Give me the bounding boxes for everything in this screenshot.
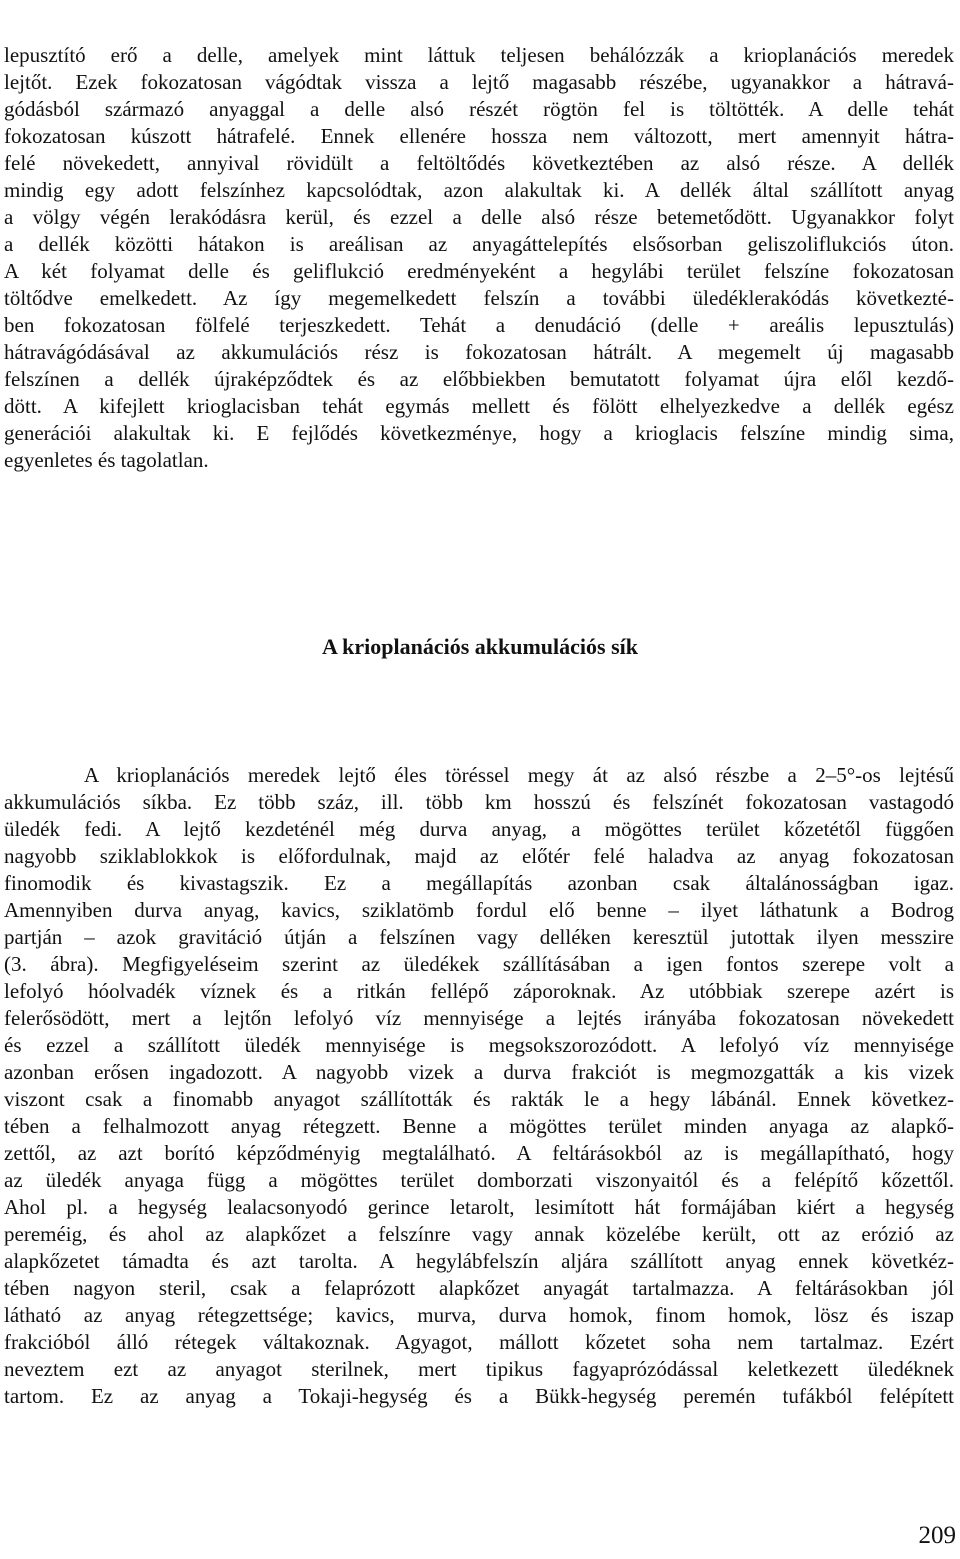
text-line: felé növekedett, annyival rövidült a feltöltődés következtében az alsó része. A dellék [4,151,954,175]
text-line: és ezzel a szállított üledék mennyisége is megsokszorozódott. A lefolyó víz mennyisége [4,1033,954,1057]
body-paragraph-2 [4,762,954,1410]
text-line: A két folyamat delle és geliflukció eredményeként a hegylábi terület felszíne fokozatosan [4,259,954,283]
text-line: a völgy végén lerakódásra kerül, és ezzel a delle alsó része betemetődött. Ugyanakkor folyt [4,205,954,229]
text-line: hátravágódásával az akkumulációs rész is fokozatosan hátrált. A megemelt új magasabb [4,340,954,364]
text-line: tében a felhalmozott anyag rétegzett. Benne a mögöttes terület minden anyaga az alapkő- [4,1114,954,1138]
text-line: zettől, az azt borító képződményig megtalálható. A feltárásokból az is megállapítható, hogy [4,1141,954,1165]
text-line: tében nagyon steril, csak a felaprózott alapkőzet anyagát tartalmazza. A feltárásokban jól [4,1276,954,1300]
text-line: töltődve emelkedett. Az így megemelkedett felszín a további üledéklerakódás következté- [4,286,954,310]
text-line: Amennyiben durva anyag, kavics, sziklatömb fordul elő benne – ilyet láthatunk a Bodrog [4,898,954,922]
text-line: generációi alakultak ki. E fejlődés következménye, hogy a krioglacis felszíne mindig sima, [4,421,954,445]
text-line: finomodik és kivastagszik. Ez a megállapítás azonban csak általánosságban igaz. [4,871,954,895]
text-line: (3. ábra). Megfigyeléseim szerint az üledékek szállításában a igen fontos szerepe volt a [4,952,954,976]
text-line: neveztem ezt az anyagot sterilnek, mert tipikus fagyaprózódással keletkezett üledéknek [4,1357,954,1381]
text-line: lepusztító erő a delle, amelyek mint láttuk teljesen behálózzák a krioplanációs meredek [4,43,954,67]
text-line: azonban erősen ingadozott. A nagyobb vizek a durva frakciót is megmozgatták a kis vizek [4,1060,954,1084]
text-line: dött. A kifejlett krioglacisban tehát egymás mellett és fölött elhelyezkedve a dellék egész [4,394,954,418]
section-heading: A krioplanációs akkumulációs sík [321,634,639,659]
text-line: tartom. Ez az anyag a Tokaji-hegység és a Bükk-hegység peremén tufákból felépített [4,1384,954,1408]
text-line: partján – azok gravitáció útján a felszínen vagy delléken keresztül jutottak ilyen messzire [4,925,954,949]
text-line: Ahol pl. a hegység lealacsonyodó gerince letarolt, lesimított hát formájában kiért a hegység [4,1195,954,1219]
text-line: lejtőt. Ezek fokozatosan vágódtak vissza a lejtő magasabb részébe, ugyanakkor a hátravá- [4,70,954,94]
text-line: felerősödött, mert a lejtőn lefolyó víz mennyisége a lejtés irányába fokozatosan növekedett [4,1006,954,1030]
text-line: üledék fedi. A lejtő kezdeténél még durva anyag, a mögöttes terület kőzetétől függően [4,817,954,841]
text-line: akkumulációs síkba. Ez több száz, ill. több km hosszú és felszínét fokozatosan vastagodó [4,790,954,814]
text-line: A krioplanációs meredek lejtő éles töréssel megy át az alsó részbe a 2–5°-os lejtésű [84,763,954,787]
text-line: lefolyó hóolvadék víznek és a ritkán fellépő záporoknak. Az utóbbiak szerepe azért is [4,979,954,1003]
text-line: ben fokozatosan fölfelé terjeszkedett. Tehát a denudáció (delle + areális lepusztulás) [4,313,954,337]
text-line: látható az anyag rétegzettsége; kavics, murva, durva homok, finom homok, lösz és iszap [4,1303,954,1327]
body-paragraph-1 [4,42,954,474]
text-line: gódásból származó anyaggal a delle alsó részét rögtön fel is töltötték. A delle tehát [4,97,954,121]
text-line: viszont csak a finomabb anyagot szállították és rakták le a hegy lábánál. Ennek következ- [4,1087,954,1111]
text-line: fokozatosan kúszott hátrafelé. Ennek ellenére hossza nem változott, mert amennyit hátra- [4,124,954,148]
text-line: mindig egy adott felszínhez kapcsolódtak, azon alakultak ki. A dellék által szállított anyag [4,178,954,202]
text-line: nagyobb sziklablokkok is előfordulnak, majd az előtér felé haladva az anyag fokozatosan [4,844,954,868]
text-line: egyenletes és tagolatlan. [4,448,209,472]
text-line: az üledék anyaga függ a mögöttes terület domborzati viszonyaitól és a felépítő kőzettől. [4,1168,954,1192]
text-line: alapkőzetet támadta és azt tarolta. A hegylábfelszín aljára szállított anyag ennek követkéz- [4,1249,954,1273]
page-number: 209 [918,1522,956,1549]
text-line: a dellék közötti hátakon is areálisan az anyagáttelepítés elsősorban geliszoliflukciós úton. [4,232,954,256]
text-line: frakcióból álló rétegek váltakoznak. Agyagot, mállott kőzetet soha nem tartalmaz. Ezért [4,1330,954,1354]
text-line: felszínen a dellék újraképződtek és az előbbiekben bemutatott folyamat újra elől kezdő- [4,367,954,391]
text-line: pereméig, és ahol az alapkőzet a felszínre vagy annak közelébe került, ott az erózió az [4,1222,954,1246]
